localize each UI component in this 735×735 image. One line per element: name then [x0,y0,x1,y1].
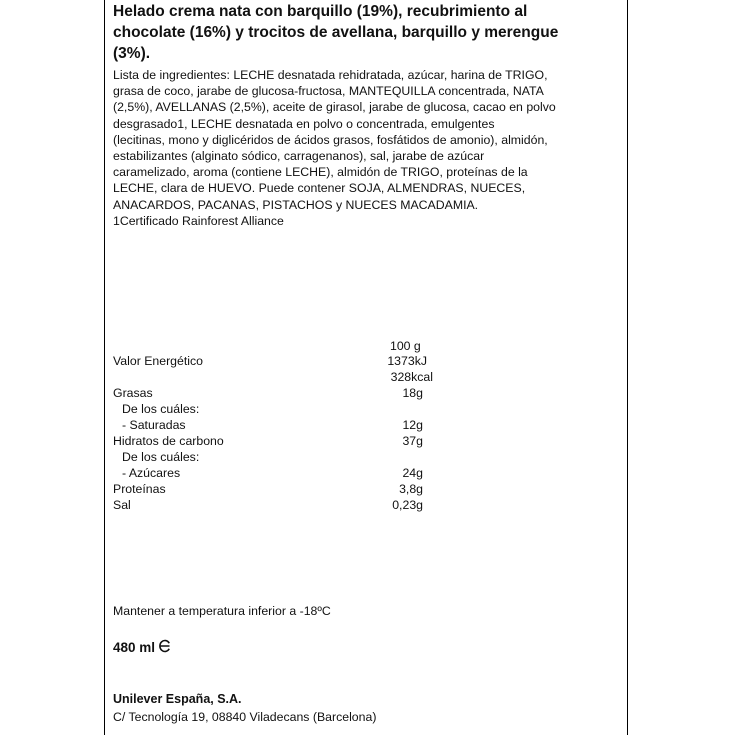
nutrition-row [113,497,423,513]
nutrition-value: 1373kJ [387,354,427,368]
ingredients-line: (lecitinas, mono y diglicéridos de ácidos grasos, fosfátidos de amonio), almidón, [113,132,548,147]
ingredients-line: caramelizado, aroma (contiene LECHE), almidón de TRIGO, proteínas de la [113,165,528,180]
nutrition-row [113,449,423,465]
ingredients-list [113,67,625,229]
nutrition-column-header: 100 g [390,339,421,353]
ingredients-line: desgrasado1, LECHE desnatada en polvo o concentrada, emulgentes [113,116,495,131]
title-line: Helado crema nata con barquillo (19%), recubrimiento al [113,3,528,20]
estimated-sign-icon [158,639,171,656]
nutrition-value: 3,8g [399,482,423,496]
ingredients-line: grasa de coco, jarabe de glucosa-fructosa, MANTEQUILLA concentrada, NATA [113,84,544,99]
ingredients-line: ANACARDOS, PACANAS, PISTACHOS y NUECES MACADAMIA. [113,197,479,212]
nutrition-label: De los cuáles: [122,450,200,464]
nutrition-row [113,481,423,497]
nutrition-value: 24g [402,466,423,480]
manufacturer-name: Unilever España, S.A. [113,692,242,706]
product-title [113,1,625,64]
nutrition-row [113,465,423,481]
nutrition-label: Valor Energético [113,354,203,368]
nutrition-value: 0,23g [392,498,423,512]
ingredients-line: Lista de ingredientes: LECHE desnatada rehidratada, azúcar, harina de TRIGO, [113,68,548,82]
nutrition-row [113,433,423,449]
nutrition-value: 12g [402,418,423,432]
nutrition-row [113,353,427,369]
ingredients-line: (2,5%), AVELLANAS (2,5%), aceite de girasol, jarabe de glucosa, cacao en polvo [113,100,556,115]
nutrition-value: 37g [402,434,423,448]
nutrition-row [113,369,433,385]
ingredients-line: LECHE, clara de HUEVO. Puede contener SOJA, ALMENDRAS, NUECES, [113,181,526,196]
nutrition-label: De los cuáles: [122,402,200,416]
volume-amount: 480 ml [113,640,156,655]
manufacturer-address: C/ Tecnología 19, 08840 Viladecans (Barcelona) [113,710,377,724]
net-volume [113,639,171,656]
nutrition-label: - Saturadas [122,418,186,432]
nutrition-label: Grasas [113,386,153,400]
nutrition-value: 328kcal [390,370,433,384]
nutrition-label: Proteínas [113,482,166,496]
nutrition-row [113,385,423,401]
nutrition-row [113,401,423,417]
label-content [113,0,621,735]
ingredients-line: estabilizantes (alginato sódico, carragenanos), sal, jarabe de azúcar [113,149,485,164]
title-line: (3%). [113,45,151,62]
storage-instructions: Mantener a temperatura inferior a -18ºC [113,604,331,618]
ingredients-footnote: 1Certificado Rainforest Alliance [113,213,284,228]
nutrition-label: - Azúcares [122,466,181,480]
nutrition-row [113,417,423,433]
nutrition-label: Sal [113,498,131,512]
label-panel [104,0,628,735]
nutrition-label: Hidratos de carbono [113,434,224,448]
title-line: chocolate (16%) y trocitos de avellana, barquillo y merengue [113,24,559,41]
nutrition-value: 18g [402,386,423,400]
